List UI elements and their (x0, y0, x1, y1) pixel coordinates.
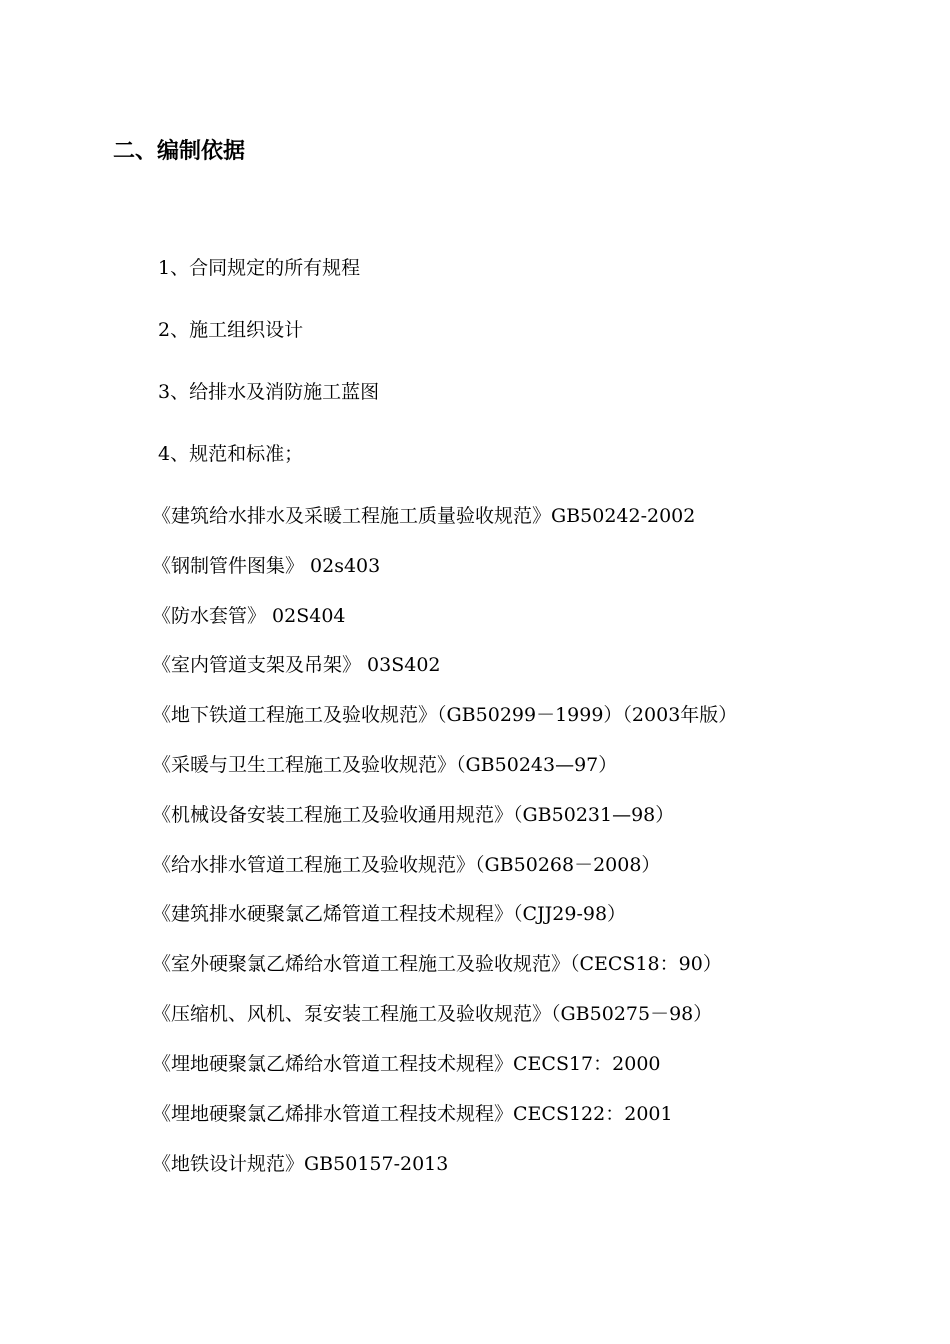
basis-item-blueprints: 3、给排水及消防施工蓝图 (158, 381, 380, 403)
standard-item: 《地下铁道工程施工及验收规范》（GB50299－1999）（2003年版） (152, 704, 738, 726)
standard-item: 《钢制管件图集》 02s403 (152, 555, 381, 577)
standard-item: 《埋地硬聚氯乙烯给水管道工程技术规程》CECS17：2000 (152, 1053, 661, 1075)
standard-item: 《给水排水管道工程施工及验收规范》（GB50268－2008） (152, 854, 661, 876)
section-heading: 二、编制依据 (113, 139, 246, 164)
standard-item: 《防水套管》 02S404 (152, 605, 346, 627)
standard-item: 《采暖与卫生工程施工及验收规范》（GB50243—97） (152, 754, 618, 776)
standard-item: 《建筑排水硬聚氯乙烯管道工程技术规程》（CJJ29-98） (152, 903, 627, 925)
basis-item-standards: 4、规范和标准； (158, 443, 304, 465)
standard-item: 《埋地硬聚氯乙烯排水管道工程技术规程》CECS122：2001 (152, 1103, 673, 1125)
basis-item-contract: 1、合同规定的所有规程 (158, 257, 361, 279)
standard-item: 《地铁设计规范》GB50157-2013 (152, 1153, 449, 1175)
standard-item: 《建筑给水排水及采暖工程施工质量验收规范》GB50242-2002 (152, 505, 696, 527)
standard-item: 《室内管道支架及吊架》 03S402 (152, 654, 441, 676)
standard-item: 《室外硬聚氯乙烯给水管道工程施工及验收规范》（CECS18：90） (152, 953, 722, 975)
standard-item: 《机械设备安装工程施工及验收通用规范》（GB50231—98） (152, 804, 675, 826)
basis-item-construction-design: 2、施工组织设计 (158, 319, 304, 341)
standard-item: 《压缩机、风机、泵安装工程施工及验收规范》（GB50275－98） (152, 1003, 713, 1025)
